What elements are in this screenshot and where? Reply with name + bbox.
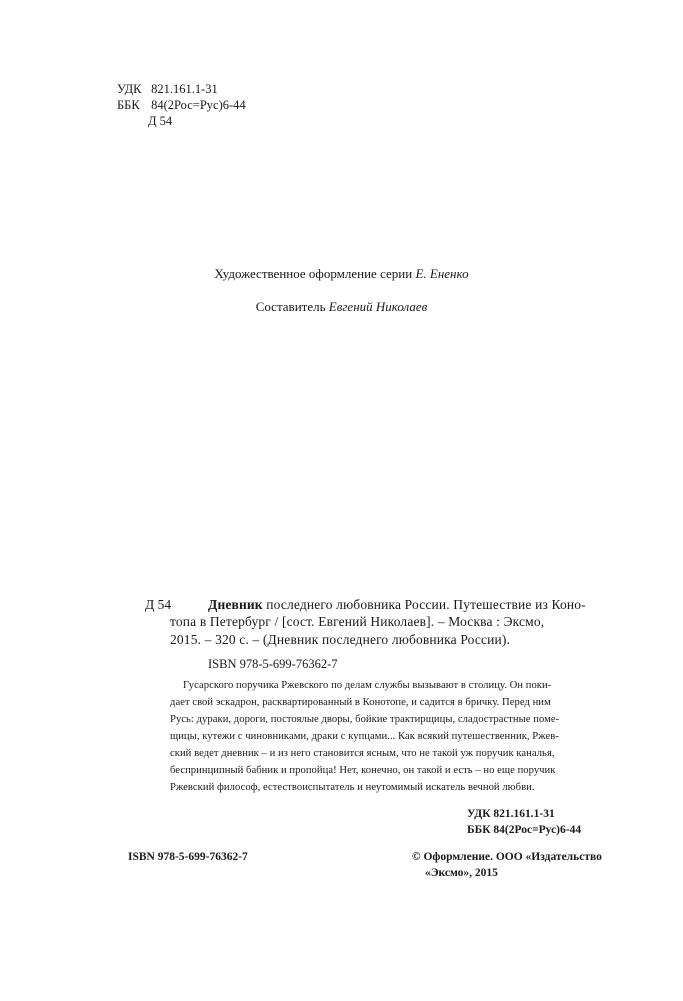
udk-value: 821.161.1-31 [151, 82, 218, 96]
annotation-line-4: щицы, кутежи с чиновниками, драки с купцами... Как всякий путешественник, Ржев- [170, 731, 559, 742]
annotation-line-3: Русь: дураки, дороги, постоялые дворы, бойкие трактирщицы, сладострастные поме- [170, 714, 560, 725]
copyright-line-2: «Эксмо», 2015 [425, 867, 498, 879]
bbk-label: ББК [117, 98, 140, 112]
udk-bottom: УДК 821.161.1-31 [467, 808, 555, 820]
card-title-bold: Дневник [208, 597, 263, 612]
design-credit [0, 266, 683, 282]
card-line-3: 2015. – 320 с. – (Дневник последнего любовника России). [170, 632, 511, 647]
udk-label: УДК [117, 82, 142, 96]
card-author-mark: Д 54 [145, 597, 172, 612]
annotation-line-2: дает свой эскадрон, расквартированный в Конотопе, и садится в бричку. Перед ним [170, 697, 551, 708]
annotation-line-7: Ржевский философ, естествоиспытатель и неутомимый искатель вечной любви. [170, 782, 535, 793]
annotation-line-5: ский ведет дневник – и из него становится ясным, что не такой уж поручик каналья, [170, 748, 555, 759]
card-line-2: топа в Петербург / [сост. Евгений Николаев]. – Москва : Эксмо, [170, 614, 545, 629]
card-line-1-rest: последнего любовника России. Путешествие из Коно- [266, 597, 586, 612]
bbk-value: 84(2Рос=Рус)6-44 [151, 98, 246, 112]
footer-isbn: ISBN 978-5-699-76362-7 [128, 851, 248, 863]
compiler-credit-prefix: Составитель [255, 299, 326, 314]
bbk-bottom: ББК 84(2Рос=Рус)6-44 [467, 824, 582, 836]
compiler-credit [0, 299, 683, 315]
bbk-row [117, 97, 246, 113]
udk-row [117, 81, 218, 97]
copyright-line-1: © Оформление. ООО «Издательство [412, 851, 602, 863]
design-credit-name: Е. Ененко [415, 266, 469, 281]
card-isbn: ISBN 978-5-699-76362-7 [208, 657, 338, 671]
annotation-line-1: Гусарского поручика Ржевского по делам службы вызывают в столицу. Он поки- [183, 680, 552, 691]
annotation-line-6: беспринципный бабник и пропойца! Нет, конечно, он такой и есть – но еще поручик [170, 765, 556, 776]
compiler-credit-name: Евгений Николаев [328, 299, 428, 314]
author-mark-top: Д 54 [148, 114, 173, 128]
card-line-1 [208, 597, 586, 613]
design-credit-prefix: Художественное оформление серии [214, 266, 413, 281]
